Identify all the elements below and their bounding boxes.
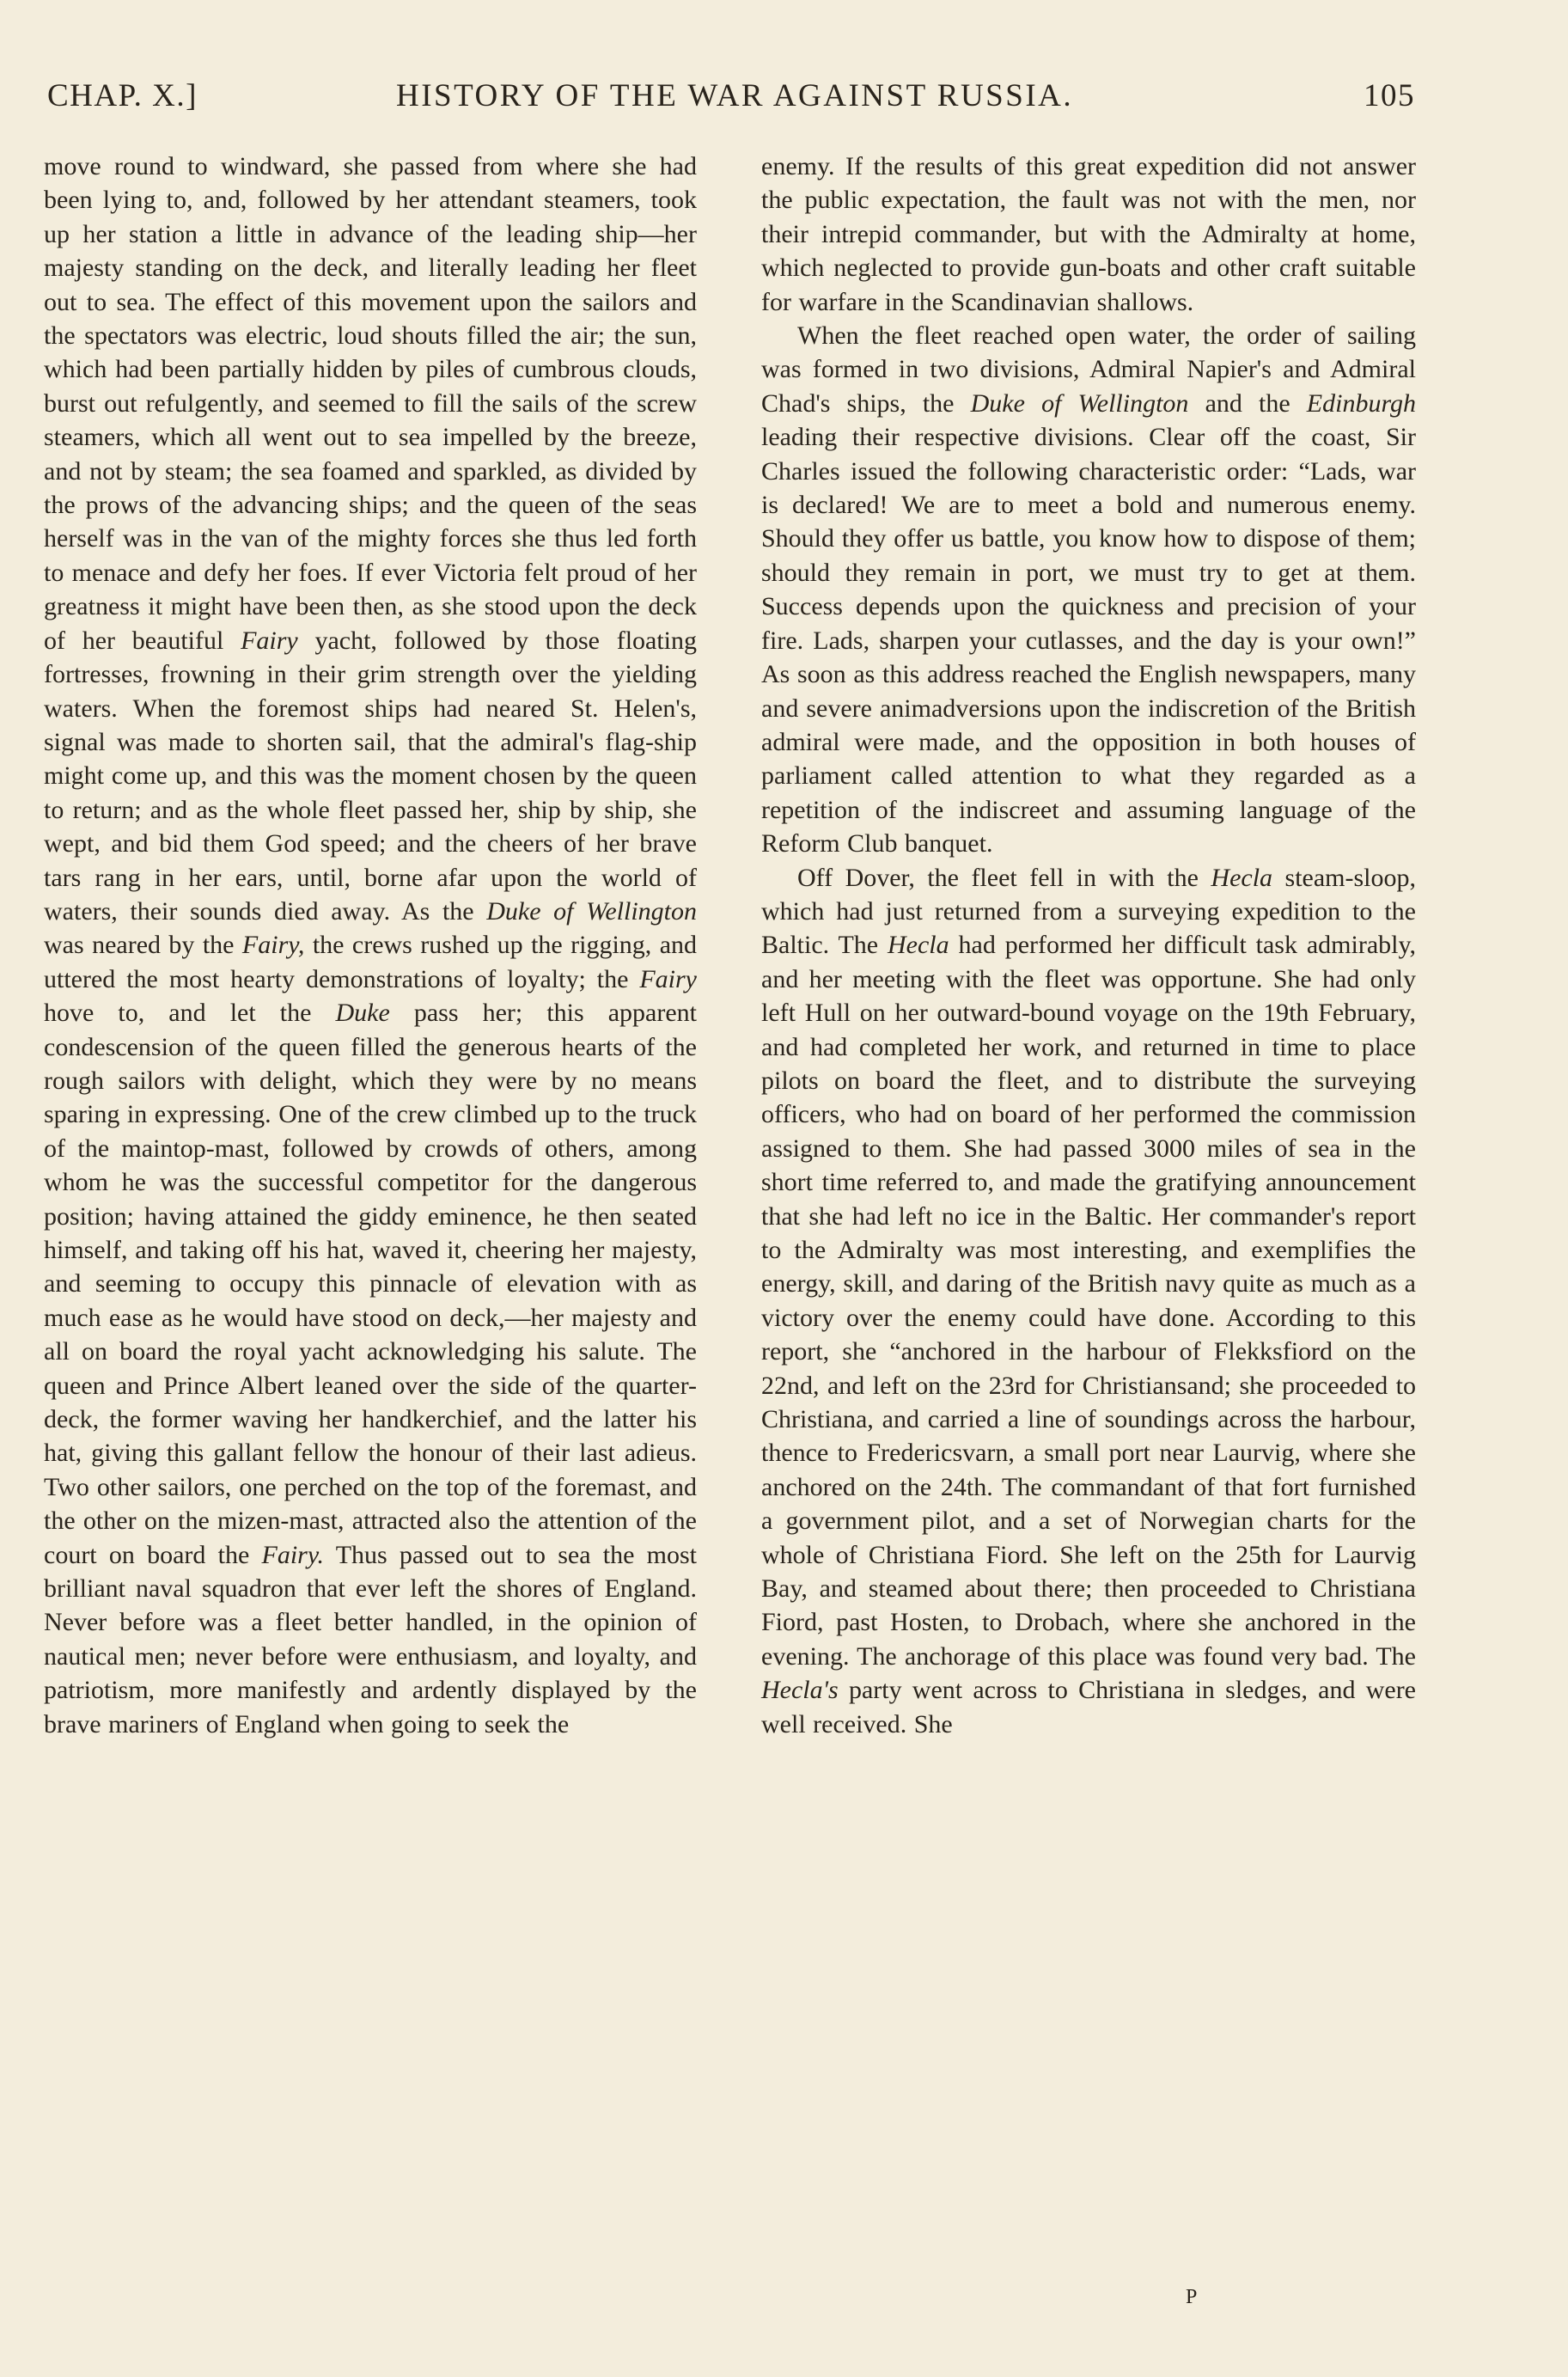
- paragraph: move round to windward, she passed from where she had been lying to, and, followed by her attendant steamers, took up her station a little in advance of the leading ship—her majesty standing on the deck, and literally leading her fleet out to sea. The effect of this movement upon the sailors and the spectators was electric, loud shouts filled the air; the sun, which had been partially hidden by piles of cumbrous clouds, burst out refulgently, and seemed to fill the sails of the screw steamers, which all went out to sea impelled by the breeze, and not by steam; the sea foamed and sparkled, as divided by the prows of the advancing ships; and the queen of the seas herself was in the van of the mighty forces she thus led forth to menace and defy her foes. If ever Victoria felt proud of her greatness it might have been then, as she stood upon the deck of her beautiful Fairy yacht, followed by those floating fortresses, frowning in their grim strength over the yielding waters. When the foremost ships had neared St. Helen's, signal was made to shorten sail, that the admiral's flag-ship might come up, and this was the moment chosen by the queen to return; and as the whole fleet passed her, ship by ship, she wept, and bid them God speed; and the cheers of her brave tars rang in her ears, until, borne afar upon the world of waters, their sounds died away. As the Duke of Wellington was neared by the Fairy, the crews rushed up the rigging, and uttered the most hearty demonstrations of loyalty; the Fairy hove to, and let the Duke pass her; this apparent condescension of the queen filled the generous hearts of the rough sailors with delight, which they were by no means sparing in expressing. One of the crew climbed up to the truck of the maintop-mast, followed by crowds of others, among whom he was the successful competitor for the dangerous position; having attained the giddy eminence, he then seated himself, and taking off his hat, waved it, cheering her majesty, and seeming to occupy this pinnacle of elevation with as much ease as he would have stood on deck,—her majesty and all on board the royal yacht acknowledging his salute. The queen and Prince Albert leaned over the side of the quarter-deck, the former waving her handkerchief, and the latter his hat, giving this gallant fellow the honour of their last adieus. Two other sailors, one perched on the top of the foremast, and the other on the mizen-mast, attracted also the attention of the court on board the Fairy. Thus passed out to sea the most brilliant naval squadron that ever left the shores of England. Never before was a fleet better handled, in the opinion of nautical men; never before were enthusiasm, and loyalty, and patriotism, more manifestly and ardently displayed by the brave mariners of England when going to seek the: [44, 152, 698, 1738]
- paragraph: Off Dover, the fleet fell in with the Hecla steam-sloop, which had just returned from a surveying expedition to the Baltic. The Hecla had performed her difficult task admirably, and her meeting with the fleet was opportune. She had only left Hull on her outward-bound voyage on the 19th February, and had completed her work, and returned in time to place pilots on board the fleet, and to distribute the surveying officers, who had on board of her performed the commission assigned to them. She had passed 3000 miles of sea in the short time referred to, and made the gratifying announcement that she had left no ice in the Baltic. Her commander's report to the Admiralty was most interesting, and exemplifies the energy, skill, and daring of the British navy quite as much as a victory over the enemy could have done. According to this report, she “anchored in the harbour of Flekksfiord on the 22nd, and left on the 23rd for Christiansand; she proceeded to Christiana, and carried a line of soundings across the harbour, thence to Fredericsvarn, a small port near Laurvig, where she anchored on the 24th. The commandant of that fort furnished a government pilot, and a set of Norwegian charts for the whole of Christiana Fiord. She left on the 25th for Laurvig Bay, and steamed about there; then proceeded to Christiana Fiord, past Hosten, to Drobach, where she anchored in the evening. The anchorage of this place was found very bad. The Hecla's party went across to Christiana in sledges, and were well received. She: [761, 863, 1417, 1738]
- chapter-label: CHAP. X.]: [47, 78, 198, 113]
- paragraph: When the fleet reached open water, the order of sailing was formed in two divisions, Admiral Napier's and Admiral Chad's ships, the Duke of Wellington and the Edinburgh leading their respective divisions. Clear off the coast, Sir Charles issued the following characteristic order: “Lads, war is declared! We are to meet a bold and numerous enemy. Should they offer us battle, you know how to dispose of them; should they remain in port, we must try to get at them. Success depends upon the quickness and precision of your fire. Lads, sharpen your cutlasses, and the day is your own!” As soon as this address reached the English newspapers, many and severe animadversions upon the indiscretion of the British admiral were made, and the opposition in both houses of parliament called attention to what they regarded as a repetition of the indiscreet and assuming language of the Reform Club banquet.: [761, 321, 1417, 859]
- printer-signature-mark: P: [1186, 2286, 1198, 2308]
- running-header: [47, 77, 1415, 129]
- book-title: HISTORY OF THE WAR AGAINST RUSSIA.: [396, 78, 1074, 113]
- page-number: 105: [1364, 78, 1415, 113]
- left-column: [44, 150, 697, 1741]
- right-column: [761, 150, 1416, 1741]
- paragraph: enemy. If the results of this great expedition did not answer the public expectation, the fault was not with the men, nor their intrepid commander, but with the Admiralty at home, which neglected to provide gun-boats and other craft suitable for warfare in the Scandinavian shallows.: [761, 152, 1416, 316]
